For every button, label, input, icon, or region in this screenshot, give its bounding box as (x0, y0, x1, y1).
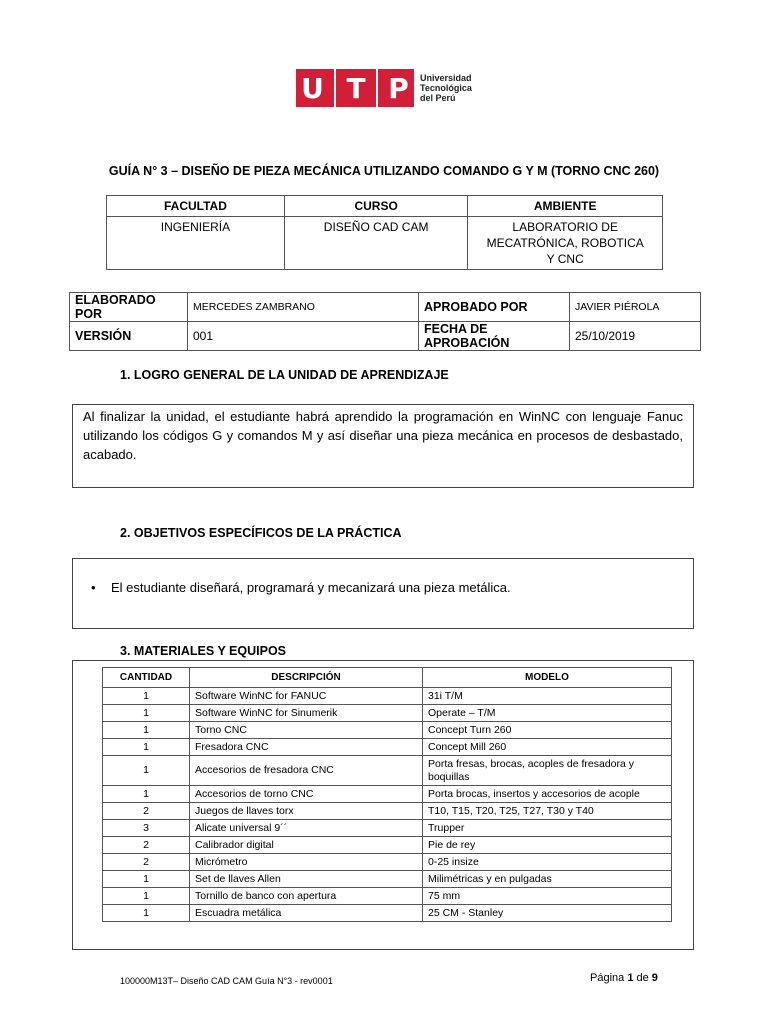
document-title: GUÍA N° 3 – DISEÑO DE PIEZA MECÁNICA UTILIZANDO COMANDO G Y M (TORNO CNC 260) (108, 164, 660, 178)
logo-line-1: Universidad (420, 73, 472, 83)
cell-cantidad: 1 (103, 722, 190, 739)
cell-cantidad: 2 (103, 854, 190, 871)
table-row (103, 837, 672, 854)
cell-modelo: 25 CM - Stanley (423, 905, 672, 922)
materials-table (102, 667, 672, 922)
cell-modelo: 0-25 insize (423, 854, 672, 871)
course-info-header-row (107, 196, 663, 217)
table-row (103, 854, 672, 871)
utp-logo (296, 69, 472, 107)
cell-modelo: Concept Turn 260 (423, 722, 672, 739)
version-value: 001 (188, 322, 419, 351)
header-facultad: FACULTAD (107, 196, 285, 217)
page-word: Página (590, 972, 628, 984)
cell-descripcion: Software WinNC for Sinumerik (190, 705, 423, 722)
cell-modelo: Milimétricas y en pulgadas (423, 871, 672, 888)
table-row (103, 705, 672, 722)
cell-descripcion: Micrómetro (190, 854, 423, 871)
value-facultad: INGENIERÍA (107, 217, 285, 270)
cell-cantidad: 1 (103, 739, 190, 756)
table-row (103, 739, 672, 756)
logo-line-3: del Perú (420, 93, 456, 103)
logo-line-2: Tecnológica (420, 83, 472, 93)
meta-row-2 (70, 322, 701, 351)
page-of-word: de (633, 972, 652, 984)
version-label: VERSIÓN (70, 322, 188, 351)
course-info-value-row (107, 217, 663, 270)
cell-modelo: T10, T15, T20, T25, T27, T30 y T40 (423, 803, 672, 820)
materials-body (103, 688, 672, 922)
cell-descripcion: Torno CNC (190, 722, 423, 739)
cell-modelo: 75 mm (423, 888, 672, 905)
elaborado-value: MERCEDES ZAMBRANO (188, 293, 419, 322)
section-3-heading: 3. MATERIALES Y EQUIPOS (120, 644, 287, 658)
cell-descripcion: Juegos de llaves torx (190, 803, 423, 820)
cell-cantidad: 2 (103, 803, 190, 820)
cell-modelo: Trupper (423, 820, 672, 837)
aprobado-value: JAVIER PIÉROLA (570, 293, 701, 322)
page-current: 1 (627, 972, 634, 984)
table-row (103, 803, 672, 820)
section-2-heading: 2. OBJETIVOS ESPECÍFICOS DE LA PRÁCTICA (120, 526, 402, 540)
cell-descripcion: Set de llaves Allen (190, 871, 423, 888)
cell-cantidad: 1 (103, 756, 190, 786)
table-row (103, 688, 672, 705)
header-ambiente: AMBIENTE (468, 196, 663, 217)
cell-cantidad: 1 (103, 905, 190, 922)
header-curso: CURSO (284, 196, 467, 217)
objective-text: El estudiante diseñará, programará y mecanizará una pieza metálica. (111, 580, 511, 595)
cell-modelo: Concept Mill 260 (423, 739, 672, 756)
table-row (103, 871, 672, 888)
cell-modelo: Porta fresas, brocas, acoples de fresadora y boquillas (423, 756, 672, 786)
aprobado-label: APROBADO POR (419, 293, 570, 322)
cell-descripcion: Tornillo de banco con apertura (190, 888, 423, 905)
document-meta-table (69, 292, 701, 351)
cell-cantidad: 1 (103, 688, 190, 705)
header-descripcion: DESCRIPCIÓN (190, 668, 423, 688)
section-1-heading: 1. LOGRO GENERAL DE LA UNIDAD DE APRENDIZAJE (120, 368, 449, 382)
logo-letter-p: P (388, 71, 409, 105)
logo-letter-t: T (346, 71, 366, 105)
cell-descripcion: Accesorios de torno CNC (190, 786, 423, 803)
cell-cantidad: 1 (103, 871, 190, 888)
table-row (103, 888, 672, 905)
cell-descripcion: Alicate universal 9´´ (190, 820, 423, 837)
cell-cantidad: 1 (103, 705, 190, 722)
logo-letter-u: U (301, 71, 324, 105)
cell-descripcion: Fresadora CNC (190, 739, 423, 756)
value-curso: DISEÑO CAD CAM (284, 217, 467, 270)
page-number (590, 972, 658, 984)
elaborado-label: ELABORADO POR (70, 293, 188, 322)
materials-header-row (103, 668, 672, 688)
cell-modelo: Pie de rey (423, 837, 672, 854)
footer-code: 100000M13T– Diseño CAD CAM Guía N°3 - rev0001 (120, 976, 333, 986)
section-1-text: Al finalizar la unidad, el estudiante habrá aprendido la programación en WinNC con lenguaje Fanuc utilizando los códigos G y comandos M y así diseñar una pieza mecánica en procesos de desbastado, acabado. (72, 404, 694, 488)
course-info-table (106, 195, 663, 270)
table-row (103, 905, 672, 922)
cell-cantidad: 1 (103, 786, 190, 803)
cell-modelo: Porta brocas, insertos y accesorios de acople (423, 786, 672, 803)
header-cantidad: CANTIDAD (103, 668, 190, 688)
table-row (103, 786, 672, 803)
fecha-value: 25/10/2019 (570, 322, 701, 351)
cell-descripcion: Calibrador digital (190, 837, 423, 854)
cell-cantidad: 1 (103, 888, 190, 905)
table-row (103, 756, 672, 786)
fecha-label: FECHA DE APROBACIÓN (419, 322, 570, 351)
header-modelo: MODELO (423, 668, 672, 688)
cell-modelo: Operate – T/M (423, 705, 672, 722)
meta-row-1 (70, 293, 701, 322)
cell-cantidad: 3 (103, 820, 190, 837)
table-row (103, 722, 672, 739)
value-ambiente: LABORATORIO DE MECATRÓNICA, ROBOTICA Y CNC (468, 217, 663, 270)
table-row (103, 820, 672, 837)
cell-descripcion: Accesorios de fresadora CNC (190, 756, 423, 786)
cell-cantidad: 2 (103, 837, 190, 854)
objectives-box (72, 558, 694, 629)
bullet: • (91, 580, 96, 595)
logo-mark (296, 69, 414, 107)
cell-modelo: 31i T/M (423, 688, 672, 705)
objective-item (91, 580, 511, 595)
cell-descripcion: Escuadra metálica (190, 905, 423, 922)
logo-text (420, 73, 472, 103)
cell-descripcion: Software WinNC for FANUC (190, 688, 423, 705)
page-total: 9 (651, 972, 658, 984)
